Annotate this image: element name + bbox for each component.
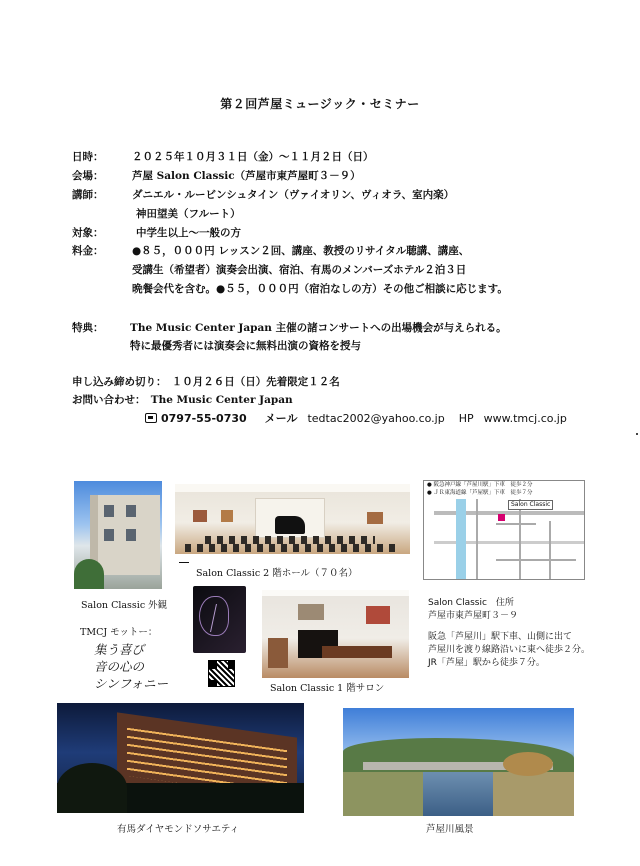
address-line: 芦屋市東芦屋町３－９: [428, 611, 519, 621]
benefit-line-1: The Music Center Japan 主催の諸コンサートへの出場機会が与えられる。: [130, 322, 507, 334]
inquiry: お問い合わせ： The Music Center Japan: [72, 394, 293, 406]
phone-icon: [145, 413, 157, 423]
lecturer-label: 講師：: [72, 189, 104, 201]
benefit-line-2: 特に最優秀者には演奏会に無料出演の資格を授与: [130, 340, 361, 352]
access-map: [423, 480, 585, 580]
fee-label: 料金：: [72, 245, 104, 257]
edge-mark: [636, 433, 638, 435]
contact-line: [145, 410, 567, 426]
map-river: [456, 499, 466, 579]
hall-caption: Salon Classic 2 階ホール（７０名）: [196, 568, 358, 579]
lecturer-1: ダニエル・ルービンシュタイン（ヴァイオリン、ヴィオラ、室内楽）: [132, 189, 455, 201]
directions-1: 阪急「芦屋川」駅下車、山側に出て: [428, 632, 573, 642]
address-title: Salon Classic 住所: [428, 598, 514, 608]
salon-caption: Salon Classic 1 階サロン: [270, 683, 385, 694]
fee-line-3: 晩餐会代を含む。●５５，０００円（宿泊なしの方）その他ご相談に応じます。: [132, 283, 508, 295]
page-title: 第２回芦屋ミュージック・セミナー: [220, 97, 420, 111]
date-value: ２０２５年１０月３１日（金）～１１月２日（日）: [132, 151, 374, 163]
tmcj-logo-card: [193, 586, 246, 653]
map-legend-1: ● 阪急神戸線「芦屋川駅」下車 徒歩２分: [427, 482, 533, 488]
motto-line-3: シンフォニー: [94, 676, 169, 691]
target-label: 対象：: [72, 227, 104, 239]
email-link[interactable]: tedtac2002@yahoo.co.jp: [307, 411, 445, 425]
phone-number: 0797-55-0730: [161, 411, 247, 425]
motto-line-1: 集う喜び: [94, 642, 145, 657]
hall-dash: [179, 562, 189, 563]
river-photo: [343, 708, 574, 816]
hp-label: HP: [458, 411, 474, 425]
website-link[interactable]: www.tmcj.co.jp: [483, 411, 567, 425]
directions-3: JR「芦屋」駅から徒歩７分。: [428, 658, 545, 668]
benefit-label: 特典：: [72, 322, 104, 334]
motto-label: TMCJ モットー：: [80, 627, 158, 638]
fee-line-1: ●８５，０００円 レッスン２回、講座、教授のリサイタル聴講、講座、: [132, 245, 470, 257]
qr-code[interactable]: [208, 660, 235, 687]
river-caption: 芦屋川風景: [426, 824, 474, 835]
exterior-photo: [74, 481, 162, 589]
mail-label: メール: [264, 412, 298, 425]
lecturer-2: 神田望美（フルート）: [136, 208, 241, 220]
motto-line-2: 音の心の: [94, 659, 145, 674]
target-value: 中学生以上～一般の方: [136, 227, 241, 239]
fee-line-2: 受講生（希望者）演奏会出演、宿泊、有馬のメンバーズホテル２泊３日: [132, 264, 467, 276]
hotel-caption: 有馬ダイヤモンドソサエティ: [117, 824, 240, 835]
hotel-photo: [57, 703, 304, 813]
date-label: 日時：: [72, 151, 104, 163]
map-marker-icon: [498, 514, 505, 521]
salon-photo: [262, 590, 409, 678]
venue-value: 芦屋 Salon Classic（芦屋市東芦屋町３－９）: [132, 170, 361, 182]
exterior-caption: Salon Classic 外観: [81, 600, 168, 611]
directions-2: 芦屋川を渡り線路沿いに東へ徒歩２分。: [428, 645, 591, 655]
hall-photo: [175, 484, 410, 554]
map-legend-2: ● ＪＲ東海道線「芦屋駅」下車 徒歩７分: [427, 490, 533, 496]
deadline: 申し込み締め切り： １０月２６日（日）先着限定１２名: [72, 376, 340, 388]
venue-label: 会場：: [72, 170, 104, 182]
map-label: Salon Classic: [508, 500, 553, 510]
